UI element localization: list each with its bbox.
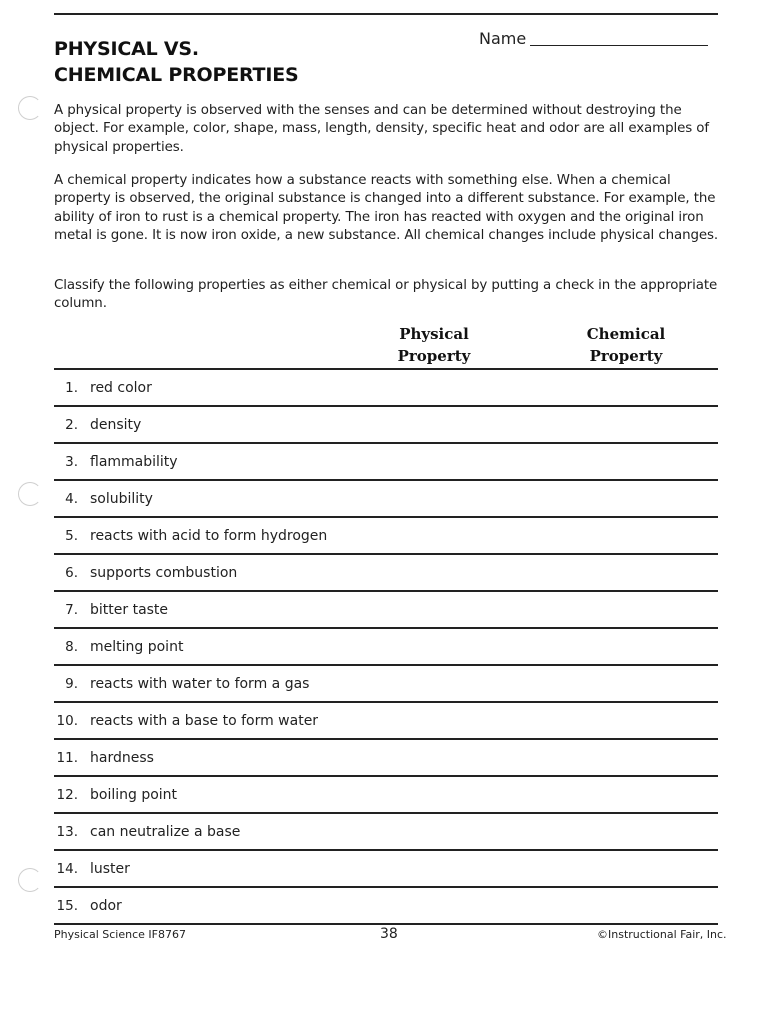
chemical-check-cell[interactable] <box>596 559 656 586</box>
physical-check-cell[interactable] <box>404 559 464 586</box>
property-name: can neutralize a base <box>90 823 241 840</box>
physical-check-cell[interactable] <box>404 781 464 808</box>
table-row <box>54 851 718 888</box>
chemical-check-cell[interactable] <box>596 892 656 919</box>
physical-check-cell[interactable] <box>404 744 464 771</box>
row-number: 11. <box>56 749 78 766</box>
table-row <box>54 629 718 666</box>
instructions-paragraph: Classify the following properties as either chemical or physical by putting a check in the appropriate column. <box>54 278 718 312</box>
row-number: 14. <box>56 860 78 877</box>
physical-check-cell[interactable] <box>404 633 464 660</box>
chemical-check-cell[interactable] <box>596 781 656 808</box>
property-name: solubility <box>90 490 153 507</box>
page-number: 38 <box>380 926 398 942</box>
table-row <box>54 592 718 629</box>
physical-check-cell[interactable] <box>404 818 464 845</box>
property-name: flammability <box>90 453 178 470</box>
table-row <box>54 518 718 555</box>
table-row <box>54 740 718 777</box>
physical-check-cell[interactable] <box>404 522 464 549</box>
properties-table <box>54 370 718 925</box>
property-name: odor <box>90 897 122 914</box>
table-row <box>54 703 718 740</box>
title-line-1: PHYSICAL VS. <box>54 38 199 60</box>
row-number: 15. <box>56 897 78 914</box>
physical-check-cell[interactable] <box>404 411 464 438</box>
property-name: supports combustion <box>90 564 238 581</box>
property-name: luster <box>90 860 130 877</box>
property-name: density <box>90 416 142 433</box>
chemical-check-cell[interactable] <box>596 818 656 845</box>
property-name: hardness <box>90 749 154 766</box>
chemical-check-cell[interactable] <box>596 633 656 660</box>
row-number: 1. <box>65 379 78 396</box>
property-name: reacts with water to form a gas <box>90 675 310 692</box>
chemical-check-cell[interactable] <box>596 411 656 438</box>
footer-copyright: ©Instructional Fair, Inc. <box>597 928 727 941</box>
footer-book-code: Physical Science IF8767 <box>54 928 186 941</box>
chemical-check-cell[interactable] <box>596 744 656 771</box>
physical-check-cell[interactable] <box>404 855 464 882</box>
row-number: 10. <box>56 712 78 729</box>
table-row <box>54 444 718 481</box>
property-name: reacts with acid to form hydrogen <box>90 527 328 544</box>
physical-check-cell[interactable] <box>404 892 464 919</box>
row-number: 12. <box>56 786 78 803</box>
chemical-check-cell[interactable] <box>596 448 656 475</box>
table-row <box>54 481 718 518</box>
table-row <box>54 666 718 703</box>
punch-hole <box>18 868 42 892</box>
row-number: 4. <box>65 490 78 507</box>
row-number: 6. <box>65 564 78 581</box>
worksheet-title <box>54 36 298 88</box>
physical-check-cell[interactable] <box>404 596 464 623</box>
name-field <box>479 29 708 48</box>
physical-check-cell[interactable] <box>404 374 464 401</box>
name-label: Name <box>479 29 527 48</box>
physical-property-paragraph: A physical property is observed with the senses and can be determined without destroying the object. For example, color, shape, mass, length, density, specific heat and odor are all examples of physical properties. <box>54 103 710 155</box>
row-number: 7. <box>65 601 78 618</box>
chemical-check-cell[interactable] <box>596 670 656 697</box>
chemical-check-cell[interactable] <box>596 707 656 734</box>
property-name: red color <box>90 379 152 396</box>
punch-hole <box>18 96 42 120</box>
table-row <box>54 777 718 814</box>
chemical-check-cell[interactable] <box>596 855 656 882</box>
chemical-check-cell[interactable] <box>596 485 656 512</box>
row-number: 2. <box>65 416 78 433</box>
table-row <box>54 814 718 851</box>
row-number: 8. <box>65 638 78 655</box>
chemical-property-paragraph: A chemical property indicates how a substance reacts with something else. When a chemical property is observed, the original substance is changed into a different substance. For example, the ability of iron to rust is a chemical property. The iron has reacted with oxygen and the original iron metal is gone. It is now iron oxide, a new substance. All chemical changes include physical changes. <box>54 173 719 244</box>
row-number: 13. <box>56 823 78 840</box>
chemical-check-cell[interactable] <box>596 374 656 401</box>
physical-check-cell[interactable] <box>404 485 464 512</box>
row-number: 3. <box>65 453 78 470</box>
top-rule <box>54 13 718 15</box>
table-row <box>54 370 718 407</box>
property-name: reacts with a base to form water <box>90 712 319 729</box>
punch-hole <box>18 482 42 506</box>
chemical-property-column-header: Chemical Property <box>586 325 666 365</box>
chemical-check-cell[interactable] <box>596 522 656 549</box>
table-row <box>54 555 718 592</box>
row-number: 9. <box>65 675 78 692</box>
property-name: boiling point <box>90 786 178 803</box>
table-row <box>54 888 718 925</box>
property-name: melting point <box>90 638 184 655</box>
physical-check-cell[interactable] <box>404 448 464 475</box>
physical-check-cell[interactable] <box>404 670 464 697</box>
physical-property-column-header: Physical Property <box>397 325 471 365</box>
table-row <box>54 407 718 444</box>
name-blank[interactable] <box>530 45 708 46</box>
property-name: bitter taste <box>90 601 169 618</box>
title-line-2: CHEMICAL PROPERTIES <box>54 64 299 86</box>
chemical-check-cell[interactable] <box>596 596 656 623</box>
row-number: 5. <box>65 527 78 544</box>
physical-check-cell[interactable] <box>404 707 464 734</box>
